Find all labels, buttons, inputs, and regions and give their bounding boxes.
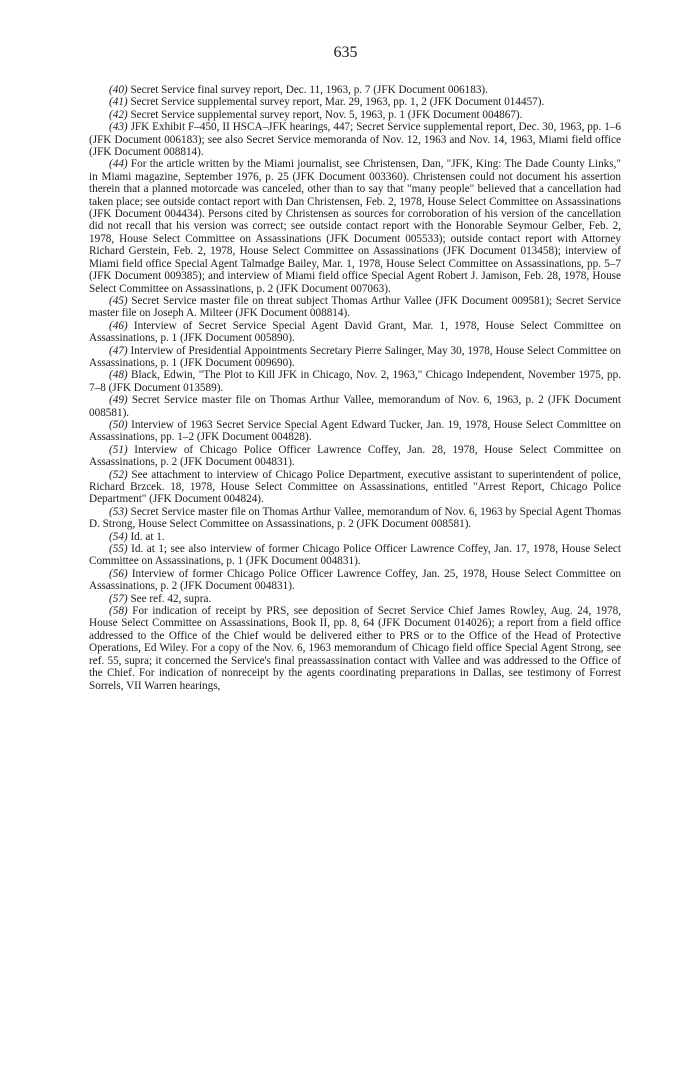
page-number: 635 [333, 44, 358, 61]
footnote-number: (43) [109, 121, 128, 134]
footnote-text: Secret Service master file on Thomas Arthur Vallee, memorandum of Nov. 6, 1963 by Special Agent Thomas D. Strong, House Select Committee on Assassinations, p. 2 (JFK Document 008581). [89, 505, 622, 531]
footnote-text: Interview of Presidential Appointments Secretary Pierre Salinger, May 30, 1978, House Select Committee on Assassinations, p. 1 (JFK Document 009690). [89, 344, 622, 369]
footnote-text: Black, Edwin, "The Plot to Kill JFK in Chicago, Nov. 2, 1963," Chicago Independent, November 1975, pp. 7–8 (JFK Document 013589). [89, 369, 622, 394]
footnote [89, 543, 621, 568]
footnote [89, 605, 621, 692]
footnote [89, 121, 621, 158]
footnote-text: Id. at 1. [130, 530, 165, 543]
footnote-text: Secret Service master file on Thomas Arthur Vallee, memorandum of Nov. 6, 1963, p. 2 (JFK Document 008581). [89, 394, 621, 419]
footnote [89, 369, 621, 394]
footnote-number: (52) [109, 468, 128, 481]
footnote [89, 158, 621, 294]
footnote [89, 568, 621, 593]
footnote-number: (55) [109, 543, 128, 556]
footnote [89, 419, 621, 444]
footnote-number: (44) [109, 158, 128, 171]
footnote-text: Secret Service final survey report, Dec. 11, 1963, p. 7 (JFK Document 006183). [130, 84, 488, 96]
footnote-text: Interview of Chicago Police Officer Lawrence Coffey, Jan. 28, 1978, House Select Committee on Assassinations, p. 2 (JFK Document 004831). [89, 443, 621, 469]
footnote [89, 593, 621, 605]
footnote-list [89, 84, 621, 692]
footnote [89, 84, 621, 96]
footnote [89, 506, 621, 531]
footnote-number: (40) [109, 84, 128, 96]
footnote-number: (46) [109, 319, 128, 332]
footnote-number: (42) [109, 108, 128, 121]
footnote-text: Id. at 1; see also interview of former Chicago Police Officer Lawrence Coffey, Jan. 17, 1978, House Select Committee on Assassinations, p. 1 (JFK Document 004831). [89, 543, 621, 568]
footnote-number: (48) [109, 369, 128, 382]
footnote-text: See ref. 42, supra. [130, 592, 212, 605]
footnote-number: (57) [109, 592, 128, 605]
footnote-number: (58) [109, 605, 128, 618]
footnote-text: For indication of receipt by PRS, see deposition of Secret Service Chief James Rowley, Aug. 24, 1978, House Select Committee on Assassinations, Book II, pp. 8, 64 (JFK Document 014026); a report from a field office addressed to the Office of the Chief would be delivered either to PRS or to the Office of the Head of Protective Operations, Ed Wiley. For a copy of the Nov. 6, 1963 memorandum of Chicago field office Special Agent Strong, see ref. 55, supra; it concerned the Service's final preassassination contact with Vallee and was addressed to the Office of the Chief. For indication of nonreceipt by the agents coordinating preparations in Dallas, see testimony of Forrest Sorrels, VII Warren hearings, [89, 605, 621, 692]
footnote-text: JFK Exhibit F–450, II HSCA–JFK hearings, 447; Secret Service supplemental report, Dec. 30, 1963, pp. 1–6 (JFK Document 006183); see also Secret Service memoranda of Nov. 12, 1963 and Nov. 14, 1963, Miami field office (JFK Document 008814). [89, 121, 621, 159]
footnote-text: Secret Service master file on threat subject Thomas Arthur Vallee (JFK Document 009581); Secret Service master file on Joseph A. Milteer (JFK Document 008814). [89, 294, 622, 320]
footnote-text: For the article written by the Miami journalist, see Christensen, Dan, "JFK, King: The Dade County Links," in Miami magazine, September 1976, p. 25 (JFK Document 003360). Christensen could not document his assertion therein that a planned motorcade was canceled, other than to say that "many people" believed that a cancellation had taken place; see outside contact report with Dan Christensen, Feb. 2, 1978, House Select Committee on Assassinations (JFK Document 004434). Persons cited by Christensen as sources for corroboration of his version of the cancellation did not recall that his version was correct; see outside contact report with the Honorable Seymour Gelber, Feb. 2, 1978, House Select Committee on Assassinations (JFK Document 005533); outside contact report with Attorney Richard Gerstein, Feb. 2, 1978, House Select Committee on Assassinations (JFK Document 013458); interview of Miami field office Special Agent Talmadge Bailey, Mar. 1, 1978, House Select Committee on Assassinations, pp. 5–7 (JFK Document 009385); and interview of Miami field office Special Agent Robert J. Jamison, Feb. 28, 1978, House Select Committee on Assassinations, p. 2 (JFK Document 007063). [89, 158, 621, 295]
footnote-text: Interview of 1963 Secret Service Special Agent Edward Tucker, Jan. 19, 1978, House Select Committee on Assassinations, pp. 1–2 (JFK Document 004828). [89, 418, 621, 444]
footnote-number: (50) [109, 418, 128, 431]
footnote-text: Secret Service supplemental survey report, Mar. 29, 1963, pp. 1, 2 (JFK Document 014457). [130, 96, 545, 109]
footnote-text: See attachment to interview of Chicago Police Department, executive assistant to superintendent of police, Richard Brzcek. 18, 1978, House Select Committee on Assassinations, entitled "Arrest Report, Chicago Police Department" (JFK Document 004824). [89, 468, 621, 506]
footnote-text: Interview of Secret Service Special Agent David Grant, Mar. 1, 1978, House Select Committee on Assassinations, p. 1 (JFK Document 005890). [89, 319, 621, 345]
footnote-number: (47) [109, 344, 128, 357]
footnote-number: (56) [109, 567, 128, 580]
footnote [89, 295, 621, 320]
footnote-text: Secret Service supplemental survey report, Nov. 5, 1963, p. 1 (JFK Document 004867). [130, 108, 523, 121]
footnote-number: (53) [109, 505, 128, 518]
footnote-number: (49) [109, 394, 128, 407]
footnote [89, 109, 621, 121]
footnote-number: (41) [109, 96, 128, 109]
footnote [89, 345, 621, 370]
footnote [89, 469, 621, 506]
footnote [89, 394, 621, 419]
footnote-number: (51) [109, 443, 128, 456]
footnote [89, 444, 621, 469]
footnote [89, 96, 621, 108]
footnote [89, 320, 621, 345]
footnote [89, 531, 621, 543]
footnote-number: (54) [109, 530, 128, 543]
footnote-text: Interview of former Chicago Police Officer Lawrence Coffey, Jan. 25, 1978, House Select Committee on Assassinations, p. 2 (JFK Document 004831). [89, 567, 622, 593]
footnote-number: (45) [109, 294, 128, 307]
